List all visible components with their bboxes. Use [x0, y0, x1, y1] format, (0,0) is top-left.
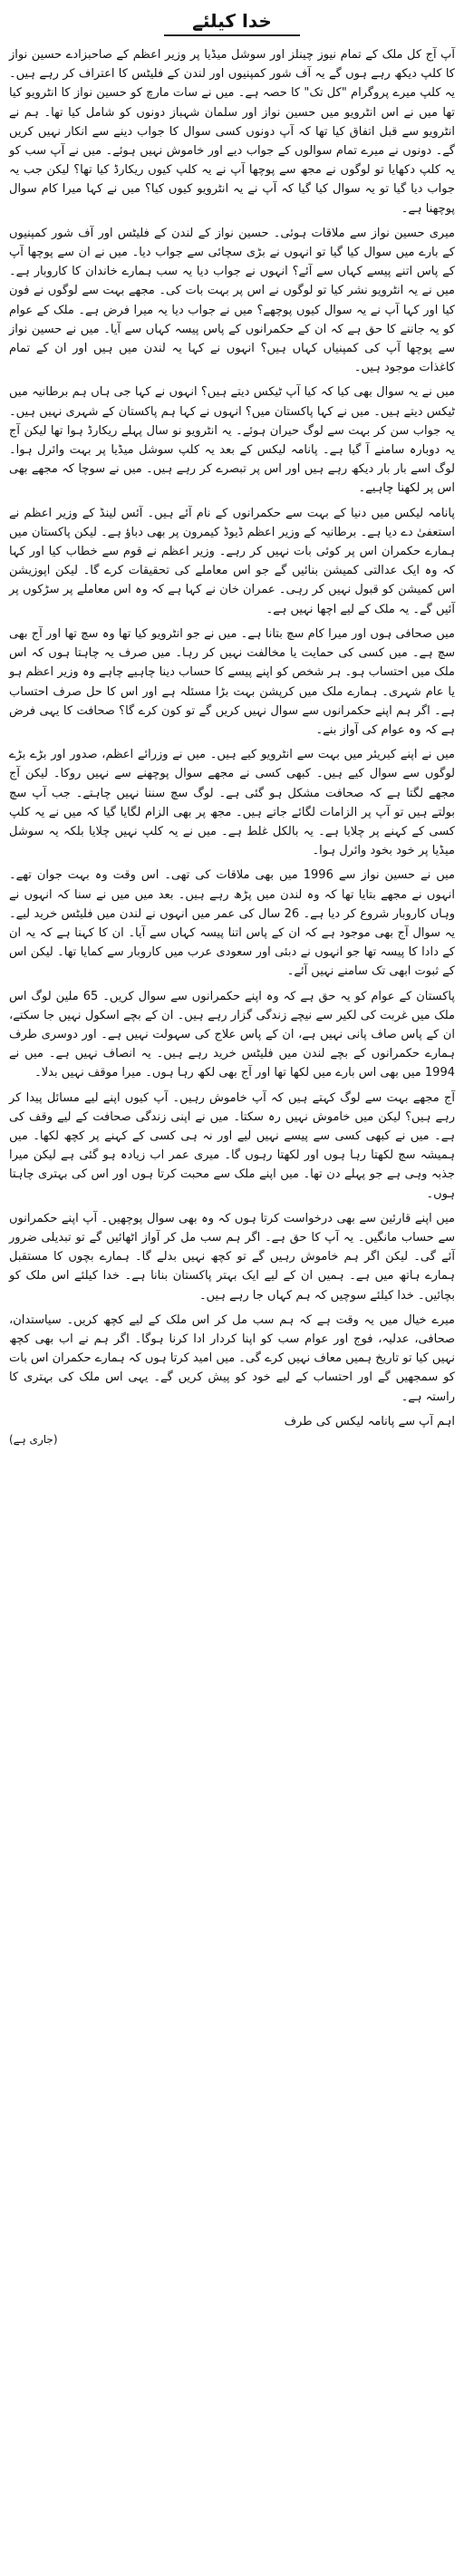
paragraph: میں اپنے قارئین سے بھی درخواست کرتا ہوں کہ وہ بھی سوال پوچھیں۔ آپ اپنے حکمرانوں سے حساب مانگیں۔ یہ آپ کا حق ہے۔ اگر ہم سب مل کر آواز اٹھائیں گے تو تبدیلی ضرور آئے گی۔ لیکن اگر ہم خاموش رہیں گے تو کچھ نہیں بدلے گا۔ ہمارے بچوں کا مستقبل ہمارے ہاتھ میں ہے۔ ہمیں ان کے لیے ایک بہتر پاکستان بنانا ہے۔ خدا کیلئے اس ملک کو بچائیں۔ خدا کیلئے سوچیں کہ ہم کہاں جا رہے ہیں۔ [9, 1211, 455, 1303]
paragraph: میری حسین نواز سے ملاقات ہوئی۔ حسین نواز کے لندن کے فلیٹس اور آف شور کمپنیوں کے بارے میں سوال کیا گیا تو انہوں نے بڑی سچائی سے جواب دیا۔ میں نے ان سے پوچھا آپ کے پاس اتنے پیسے کہاں سے آئے؟ انہوں نے جواب دیا یہ سب ہمارے خاندان کا کاروبار ہے۔ میں نے یہ انٹرویو نشر کیا تو لوگوں نے اس پر بہت بات کی۔ مجھے بہت سے لوگوں نے فون کیا اور کہا آپ نے یہ سوال کیوں پوچھے؟ میں نے جواب دیا یہ میرا فرض ہے۔ ملک کے عوام کو یہ جاننے کا حق ہے کہ ان کے حکمرانوں کے پاس پیسہ کہاں سے آیا۔ میں نے حسین نواز سے پوچھا آپ کی کمپنیاں کہاں ہیں؟ انہوں نے کہا یہ لندن میں ہیں اور ان کے تمام کاغذات موجود ہیں۔ [9, 226, 455, 375]
paragraph: میرے خیال میں یہ وقت ہے کہ ہم سب مل کر اس ملک کے لیے کچھ کریں۔ سیاستدان، صحافی، عدلیہ، فوج اور عوام سب کو اپنا کردار ادا کرنا ہوگا۔ اگر ہم نے اب بھی کچھ نہیں کیا تو تاریخ ہمیں معاف نہیں کرے گی۔ میں امید کرتا ہوں کہ ہمارے حکمران اس بات کو سمجھیں گے اور احتساب کے لیے خود کو پیش کریں گے۔ یہی اس ملک کی بہتری کا راستہ ہے۔ [9, 1312, 455, 1404]
paragraph: میں نے حسین نواز سے 1996 میں بھی ملاقات کی تھی۔ اس وقت وہ بہت جوان تھے۔ انہوں نے مجھے بتایا تھا کہ وہ لندن میں پڑھ رہے ہیں۔ بعد میں میں نے سنا کہ انہوں نے وہاں کاروبار شروع کر دیا ہے۔ 26 سال کی عمر میں انہوں نے لندن میں فلیٹس خرید لیے۔ یہ سوال آج بھی موجود ہے کہ ان کے پاس اتنا پیسہ کہاں سے آیا۔ ان کا کہنا ہے کہ یہ ان کے دادا کا پیسہ تھا جو انہوں نے دبئی اور سعودی عرب میں کاروبار سے کمایا تھا۔ لیکن اس کے ثبوت ابھی تک سامنے نہیں آئے۔ [9, 868, 456, 979]
article-signoff: اہم آپ سے پانامہ لیکس کی طرف [284, 1414, 455, 1428]
continued-note: (جاری ہے) [9, 1432, 58, 1446]
paragraph: پاکستان کے عوام کو یہ حق ہے کہ وہ اپنے حکمرانوں سے سوال کریں۔ 65 ملین لوگ اس ملک میں غربت کی لکیر سے نیچے زندگی گزار رہے ہیں۔ ان کے بچے اسکول نہیں جا سکتے، ان کے پاس صاف پانی نہیں ہے، ان کے پاس علاج کی سہولت نہیں ہے۔ اور دوسری طرف ہمارے حکمرانوں کے بچے لندن میں فلیٹس خرید رہے ہیں۔ یہ انصاف نہیں ہے۔ میں نے 1994 میں بھی اس بارے میں لکھا تھا اور آج بھی لکھ رہا ہوں۔ میرا موقف نہیں بدلا۔ [9, 989, 455, 1080]
paragraph: میں نے اپنے کیریئر میں بہت سے انٹرویو کیے ہیں۔ میں نے وزرائے اعظم، صدور اور بڑے بڑے لوگوں سے سوال کیے ہیں۔ کبھی کسی نے مجھے سوال پوچھنے سے نہیں روکا۔ لیکن آج مجھے لگتا ہے کہ صحافت مشکل ہو گئی ہے۔ لوگ سچ سننا نہیں چاہتے۔ جب آپ سچ بولتے ہیں تو آپ پر الزامات لگائے جاتے ہیں۔ مجھ پر بھی الزام لگایا گیا کہ میں نے یہ کلپ کسی کے کہنے پر چلایا ہے۔ یہ بالکل غلط ہے۔ میں نے یہ کلپ نہیں چلایا بلکہ یہ سوشل میڈیا پر خود بخود وائرل ہوا۔ [9, 748, 455, 858]
paragraph: پانامہ لیکس میں دنیا کے بہت سے حکمرانوں کے نام آئے ہیں۔ آئس لینڈ کے وزیر اعظم نے استعفیٰ دے دیا ہے۔ برطانیہ کے وزیر اعظم ڈیوڈ کیمرون پر بھی دباؤ ہے۔ لیکن پاکستان میں ہمارے حکمران اس پر کوئی بات نہیں کر رہے۔ وزیر اعظم نے قوم سے خطاب کیا اور کہا کہ وہ ایک عدالتی کمیشن بنائیں گے جو اس معاملے کی تحقیقات کرے گا۔ لیکن اپوزیشن اس کمیشن کو قبول نہیں کر رہی۔ عمران خان نے کہا ہے کہ وہ اس معاملے پر سڑکوں پر آئیں گے۔ یہ ملک کے لیے اچھا نہیں ہے۔ [9, 506, 455, 616]
article-title: خدا کیلئے [192, 10, 272, 32]
paragraph: میں نے یہ سوال بھی کیا کہ کیا آپ ٹیکس دیتے ہیں؟ انہوں نے کہا جی ہاں ہم برطانیہ میں ٹیکس دیتے ہیں۔ میں نے کہا پاکستان میں؟ انہوں نے کہا ہم پاکستان کے شہری نہیں ہیں۔ یہ جواب سن کر بہت سے لوگ حیران ہوئے۔ یہ انٹرویو نو سال پہلے ریکارڈ ہوا تھا لیکن آج یہ دوبارہ سامنے آ گیا ہے۔ پانامہ لیکس کے بعد یہ کلپ سوشل میڈیا پر بہت وائرل ہوا۔ لوگ اسے بار بار دیکھ رہے ہیں اور اس پر تبصرے کر رہے ہیں۔ میں نے سوچا کہ مجھے بھی اس پر لکھنا چاہیے۔ [9, 385, 455, 496]
title-underline [164, 34, 300, 36]
paragraph: آپ آج کل ملک کے تمام نیوز چینلز اور سوشل میڈیا پر وزیر اعظم کے صاحبزادے حسین نواز کا کلپ دیکھ رہے ہوں گے یہ آف شور کمپنیوں اور لندن کے فلیٹس کا اعتراف کر رہے ہیں۔ یہ کلپ میرے پروگرام "کل تک" کا حصہ ہے۔ میں نے سات مارچ کو حسین نواز کا انٹرویو کیا تھا میں نے اس انٹرویو میں حسین نواز اور سلمان شہباز دونوں کو شامل کیا تھا۔ ہم نے انٹرویو سے قبل اتفاق کیا تھا کہ آپ دونوں کسی سوال کا جواب دینے سے انکار نہیں کریں گے۔ دونوں نے میرے تمام سوالوں کے جواب دیے اور خاموش نہیں ہوئے۔ میں نے آپ سب کو یہ کلپ دکھایا تو لوگوں نے مجھ سے پوچھا آپ نے یہ کلپ کیوں ریکارڈ کیا تھا؟ لیکن جب یہ جواب دیا گیا تو یہ سوال کیا گیا کہ آپ نے یہ انٹرویو کیوں کیا؟ میں نے کہا میرا کام سوال پوچھنا ہے۔ [9, 48, 455, 216]
paragraph: میں صحافی ہوں اور میرا کام سچ بتانا ہے۔ میں نے جو انٹرویو کیا تھا وہ سچ تھا اور آج بھی سچ ہے۔ میں کسی کی حمایت یا مخالفت نہیں کر رہا۔ میں صرف یہ چاہتا ہوں کہ اس ملک میں احتساب ہو۔ ہر شخص کو اپنے پیسے کا حساب دینا چاہیے چاہے وہ وزیر اعظم ہو یا عام شہری۔ ہمارے ملک میں کرپشن بہت بڑا مسئلہ ہے اور اس کا حل صرف احتساب ہے۔ اگر ہم اپنے حکمرانوں سے سوال نہیں کریں گے تو کون کرے گا؟ صحافت کا یہی فرض ہے کہ وہ عوام کی آواز بنے۔ [9, 626, 455, 737]
article-body [9, 45, 455, 1407]
paragraph: آج مجھے بہت سے لوگ کہتے ہیں کہ آپ خاموش رہیں۔ آپ کیوں اپنے لیے مسائل پیدا کر رہے ہیں؟ لیکن میں خاموش نہیں رہ سکتا۔ میں نے اپنی زندگی صحافت کے لیے وقف کی ہے۔ میں نے کبھی کسی سے پیسے نہیں لیے اور نہ ہی کسی کے کہنے پر کچھ لکھا۔ میں ہمیشہ سچ لکھتا رہا ہوں اور لکھتا رہوں گا۔ میری عمر اب زیادہ ہو گئی ہے لیکن میرا جذبہ وہی ہے جو پہلے دن تھا۔ میں اپنے ملک سے محبت کرتا ہوں اور اس کی بہتری چاہتا ہوں۔ [9, 1090, 455, 1201]
